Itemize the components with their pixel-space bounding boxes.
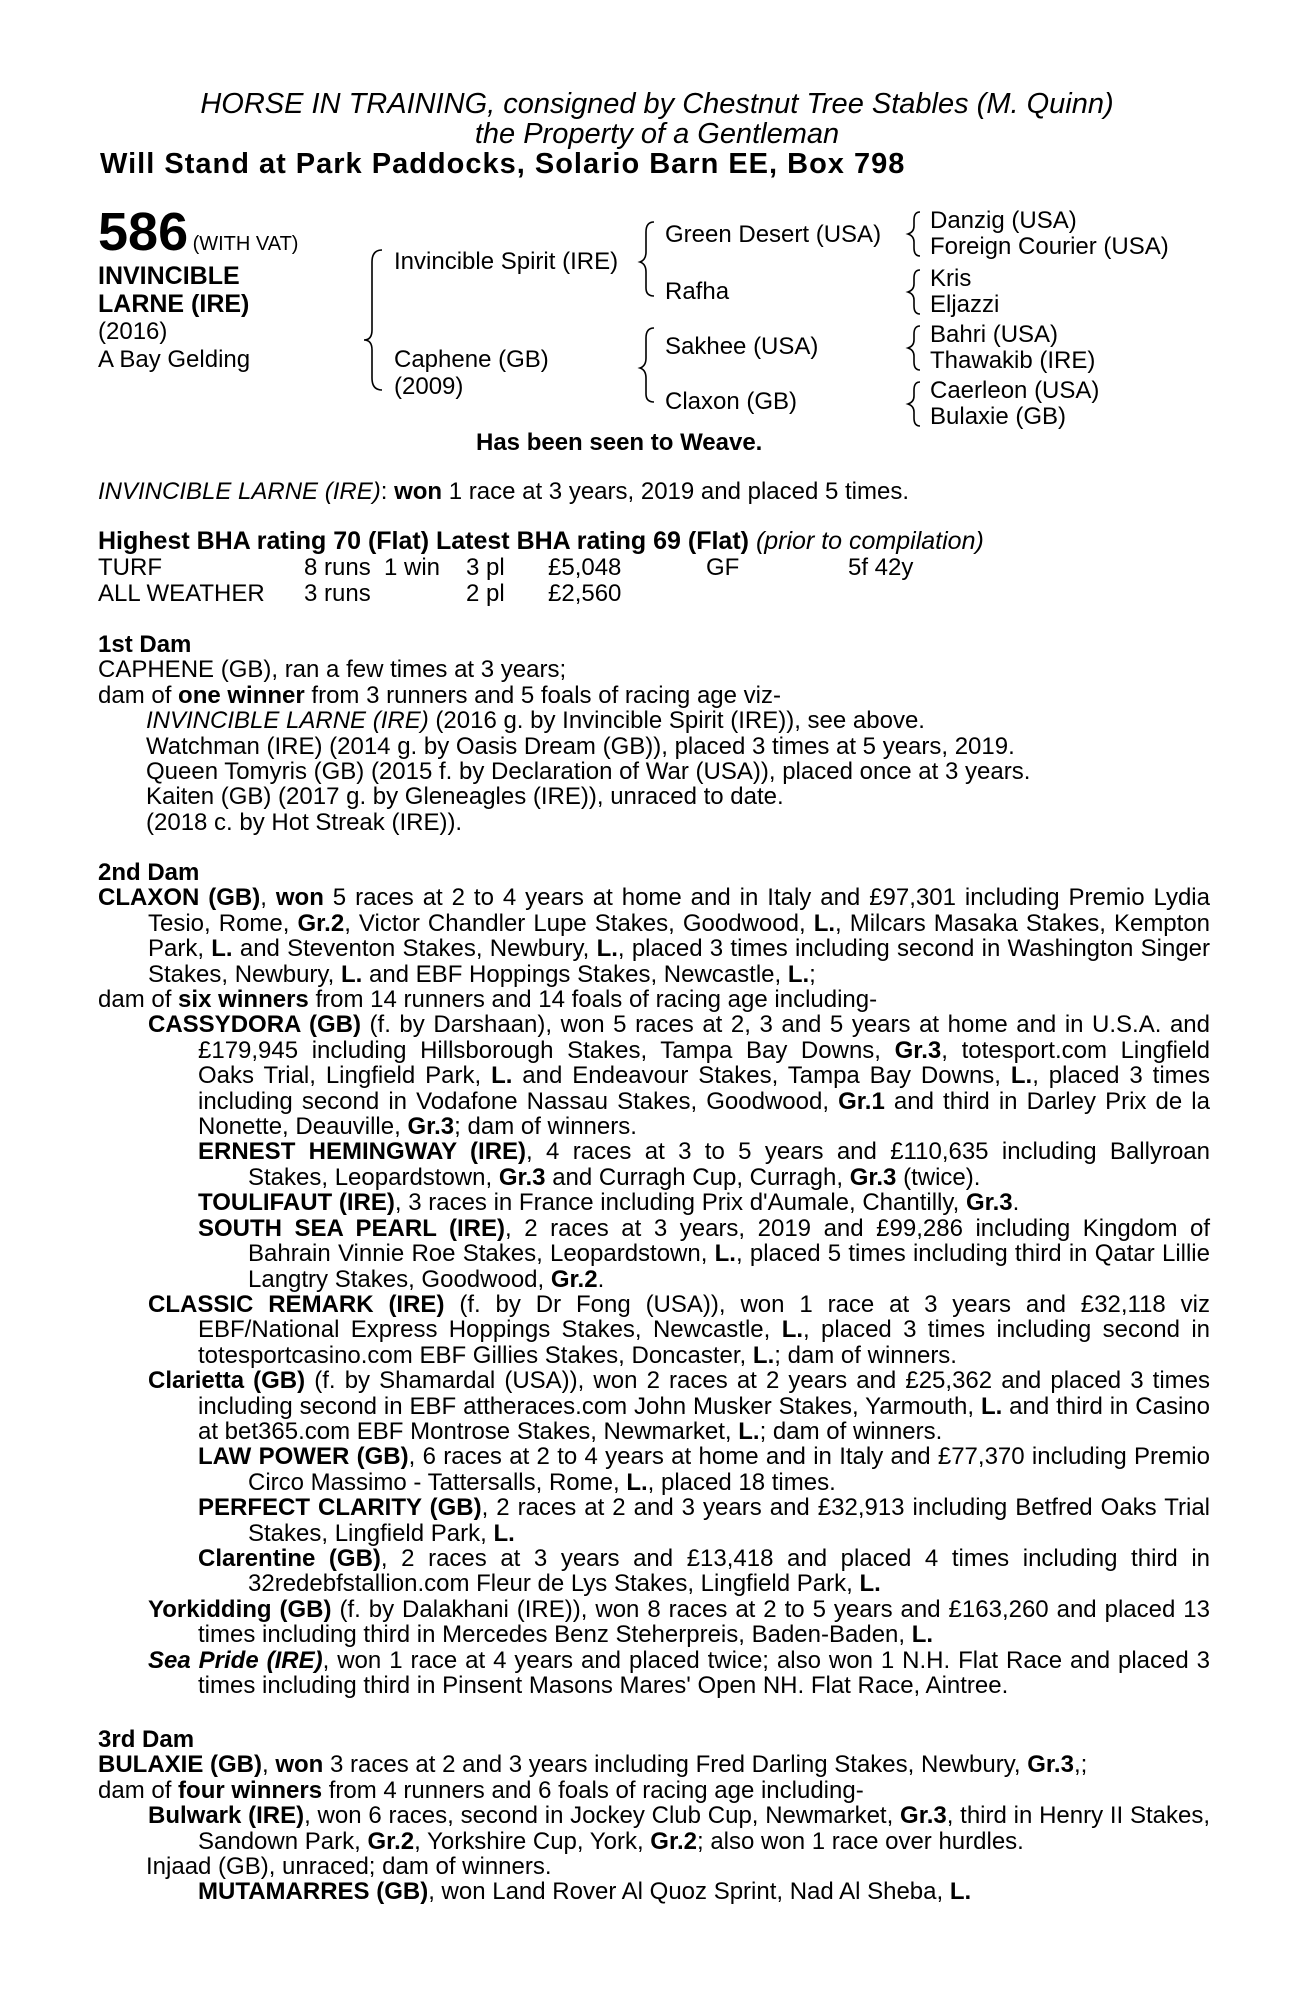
second-dam-heading: 2nd Dam <box>98 859 200 886</box>
pedigree-ssd: Foreign Courier (USA) <box>930 233 1169 260</box>
pedigree-sire-sire: Green Desert (USA) <box>665 221 882 248</box>
pedigree-ddd: Bulaxie (GB) <box>930 403 1067 430</box>
classic-remark-entry: CLASSIC REMARK (IRE) (f. by Dr Fong (USA)), won 1 race at 3 years and £32,118 viz EBF/National Express Hoppings Stakes, Newcastle, L., placed 3 times including second in totesportcasino.com EBF Gillies Stakes, Doncaster, L.; dam of winners. <box>148 1290 1211 1369</box>
pedigree-sdd: Eljazzi <box>930 291 1000 318</box>
cassydora-entry: CASSYDORA (GB) (f. by Darshaan), won 5 races at 2, 3 and 5 years at home and in U.S.A. and £179,945 including Hillsborough Stakes, Tampa Bay Downs, Gr.3, totesport.com Lingfield Oaks Trial, Lingfield Park, L. and Endeavour Stakes, Tampa Bay Downs, L., placed 3 times including second in Vodafone Nassau Stakes, Goodwood, Gr.1 and third in Darley Prix de la Nonette, Deauville, Gr.3; dam of winners. <box>148 1011 1210 1141</box>
yorkidding-entry: Yorkidding (GB) (f. by Dalakhani (IRE)), won 8 races at 2 to 5 years and £163,260 and placed 13 times including third in Mercedes Benz Steherpreis, Baden-Baden, L. <box>148 1595 1211 1649</box>
pedigree-sds: Kris <box>930 265 972 292</box>
consignor-line: HORSE IN TRAINING, consigned by Chestnut Tree Stables (M. Quinn) <box>200 88 1114 120</box>
pedigree-dds: Caerleon (USA) <box>930 377 1100 404</box>
injaad-entry: Injaad (GB), unraced; dam of winners. <box>146 1853 552 1881</box>
third-dam-heading: 3rd Dam <box>98 1726 195 1753</box>
vat-note: (WITH VAT) <box>192 233 299 255</box>
progeny-item: Watchman (IRE) (2014 g. by Oasis Dream (GB)), placed 3 times at 5 years, 2019. <box>146 732 1015 760</box>
property-line: the Property of a Gentleman <box>474 118 840 150</box>
pedigree-sss: Danzig (USA) <box>930 207 1077 234</box>
ernest-hemingway-entry: ERNEST HEMINGWAY (IRE), 4 races at 3 to 5 years and £110,635 including Ballyroan Stakes, Leopardstown, Gr.3 and Curragh Cup, Curragh, Gr.3 (twice). <box>198 1138 1210 1191</box>
toulifaut-entry: TOULIFAUT (IRE), 3 races in France including Prix d'Aumale, Chantilly, Gr.3. <box>198 1189 1020 1217</box>
lot-number: 586 <box>98 202 189 262</box>
pedigree-sire-dam: Rafha <box>665 278 730 305</box>
first-dam-heading: 1st Dam <box>98 631 192 658</box>
pedigree-braces <box>0 0 1314 440</box>
mutamarres-entry: MUTAMARRES (GB), won Land Rover Al Quoz Sprint, Nad Al Sheba, L. <box>198 1878 972 1906</box>
sea-pride-entry: Sea Pride (IRE), won 1 race at 4 years and placed twice; also won 1 N.H. Flat Race and placed 3 times including third in Pinsent Masons Mares' Open NH. Flat Race, Aintree. <box>148 1646 1210 1699</box>
progeny-item: Queen Tomyris (GB) (2015 f. by Declaration of War (USA)), placed once at 3 years. <box>146 758 1031 786</box>
horse-description: A Bay Gelding <box>98 346 251 373</box>
bulwark-entry: Bulwark (IRE), won 6 races, second in Jockey Club Cup, Newmarket, Gr.3, third in Henry II Stakes, Sandown Park, Gr.2, Yorkshire Cup, York, Gr.2; also won 1 race over hurdles. <box>148 1802 1210 1855</box>
south-sea-pearl-entry: SOUTH SEA PEARL (IRE), 2 races at 3 years, 2019 and £99,286 including Kingdom of Bahrain Vinnie Roe Stakes, Leopardstown, L., placed 5 times including third in Qatar Lillie Langtry Stakes, Goodwood, Gr.2. <box>198 1214 1211 1293</box>
catalogue-page: HORSE IN TRAINING, consigned by Chestnut Tree Stables (M. Quinn) the Property of a Gentleman Will Stand at Park Paddocks, Solario Barn EE, Box 798 586 (WITH VAT) INVINCIBLE LARNE (IRE) (2016) A Bay Gelding Invincible Spirit (IRE) Caphene (GB) (2009) Green Desert (USA) Rafha Sakhee (USA) Claxon (GB) Danzig (USA) Foreign Courier (USA) Kris Eljazzi Bahri (USA) Thawakib (IRE) Caerleon (USA) Bulaxie (GB) Has been seen to Weave. INVINCIBLE LARNE (IRE): won 1 race at 3 years, 2019 and placed 5 times. Highest BHA rating 70 (Flat) Latest BHA rating 69 (Flat) (prior to compilation) TURF 8 runs 1 win 3 pl £5,048 GF 5f 42y ALL WEATHER 3 runs 2 pl £2,560 1st Dam CAPHENE (GB), ran a few times at 3 years; dam of one winner from 3 runners and 5 foals of racing age viz- INVINCIBLE LARNE (IRE) (2016 g. by Invincible Spirit (IRE)), see above. Watchman (IRE) (2014 g. by Oasis Dream (GB)), placed 3 times at 5 years, 2019. Queen Tomyris (GB) (2015 f. by Declaration of War (USA)), placed once at 3 years. Kaiten (GB) (2017 g. by Gleneagles (IRE)), unraced to date. (2018 c. by Hot Streak (IRE)). 2nd Dam CLAXON (GB), won 5 races at 2 to 4 years at home and in Italy and £97,301 including Premio Lydia Tesio, Rome, Gr.2, Victor Chandler Lupe Stakes, Goodwood, L., Milcars Masaka Stakes, Kempton Park, L. and Steventon Stakes, Newbury, L., placed 3 times including second in Washington Singer Stakes, Newbury, L. and EBF Hoppings Stakes, Newcastle, L.; dam of six winners from 14 runners and 14 foals of racing age including- CASSYDORA (GB) (f. by Darshaan), won 5 races at 2, 3 and 5 years at home and in U.S.A. and £179,945 including Hillsborough Stakes, Tampa Bay Downs, Gr.3, totesport.com Lingfield Oaks Trial, Lingfield Park, L. and Endeavour Stakes, Tampa Bay Downs, L., placed 3 times including second in Vodafone Nassau Stakes, Goodwood, Gr.1 and third in Darley Prix de la Nonette, Deauville, Gr.3; dam of winners. ERNEST HEMINGWAY (IRE), 4 races at 3 to 5 years and £110,635 including Ballyroan Stakes, Leopardstown, Gr.3 and Curragh Cup, Curragh, Gr.3 (twice). TOULIFAUT (IRE), 3 races in France including Prix d'Aumale, Chantilly, Gr.3. SOUTH SEA PEARL (IRE), 2 races at 3 years, 2019 and £99,286 including Kingdom of Bahrain Vinnie Roe Stakes, Leopardstown, L., placed 5 times including third in Qatar Lillie Langtry Stakes, Goodwood, Gr.2. CLASSIC REMARK (IRE) (f. by Dr Fong (USA)), won 1 race at 3 years and £32,118 viz EBF/National Express Hoppings Stakes, Newcastle, L., placed 3 times including second in totesportcasino.com EBF Gillies Stakes, Doncaster, L.; dam of winners. Clarietta (GB) (f. by Shamardal (USA)), won 2 races at 2 years and £25,362 and placed 3 times including second in EBF attheraces.com John Musker Stakes, Yarmouth, L. and third in Casino at bet365.com EBF Montrose Stakes, Newmarket, L.; dam of winners. LAW POWER (GB), 6 races at 2 to 4 years at home and in Italy and £77,370 including Premio Circo Massimo - Tattersalls, Rome, L., placed 18 times. PERFECT CLARITY (GB), 2 races at 2 and 3 years and £32,913 including Betfred Oaks Trial Stakes, Lingfield Park, L. Clarentine (GB), 2 races at 3 years and £13,418 and placed 4 times including third in 32redebfstallion.com Fleur de Lys Stakes, Lingfield Park, L. Yorkidding (GB) (f. by Dalakhani (IRE)), won 8 races at 2 to 5 years and £163,260 and placed 13 times including third in Mercedes Benz Steherpreis, Baden-Baden, L. Sea Pride (IRE), won 1 race at 4 years and placed twice; also won 1 N.H. Flat Race and placed 3 times including third in Pinsent Masons Mares' Open NH. Flat Race, Aintree. 3rd Dam BULAXIE (GB), won 3 races at 2 and 3 years including Fred Darling Stakes, Newbury, Gr.3,; dam of four winners from 4 runners and 6 foals of racing age including- Bulwark (IRE), won 6 races, second in Jockey Club Cup, Newmarket, Gr.3, third in Henry II Stakes, Sandown Park, Gr.2, Yorkshire Cup, York, Gr.2; also won 1 race over hurdles. Injaad (GB), unraced; dam of winners. MUTAMARRES (GB), won Land Rover Al Quoz Sprint, Nad Al Sheba, L. <box>0 0 1314 2000</box>
weave-note: Has been seen to Weave. <box>476 429 763 456</box>
race-summary: INVINCIBLE LARNE (IRE): won 1 race at 3 years, 2019 and placed 5 times. <box>98 478 910 505</box>
pedigree-dam-year: (2009) <box>394 373 464 400</box>
clarietta-entry: Clarietta (GB) (f. by Shamardal (USA)), won 2 races at 2 years and £25,362 and placed 3 times including second in EBF attheraces.com John Musker Stakes, Yarmouth, L. and third in Casino at bet365.com EBF Montrose Stakes, Newmarket, L.; dam of winners. <box>148 1367 1211 1445</box>
pedigree-dsd: Thawakib (IRE) <box>930 347 1096 374</box>
bulaxie-entry: BULAXIE (GB), won 3 races at 2 and 3 years including Fred Darling Stakes, Newbury, Gr.3,; <box>98 1751 1088 1779</box>
pedigree-dam-dam: Claxon (GB) <box>665 388 798 415</box>
progeny-item: (2018 c. by Hot Streak (IRE)). <box>146 808 463 836</box>
pedigree-dam: Caphene (GB) <box>394 346 549 373</box>
clarentine-entry: Clarentine (GB), 2 races at 3 years and £13,418 and placed 4 times including third in 32redebfstallion.com Fleur de Lys Stakes, Lingfield Park, L. <box>198 1544 1210 1598</box>
foaling-year: (2016) <box>98 318 168 345</box>
progeny-item: INVINCIBLE LARNE (IRE) (2016 g. by Invincible Spirit (IRE)), see above. <box>146 707 925 735</box>
progeny-item: Kaiten (GB) (2017 g. by Gleneagles (IRE)), unraced to date. <box>146 783 784 811</box>
second-dam-section: 2nd Dam CLAXON (GB), won 5 races at 2 to 4 years at home and in Italy and £97,301 including Premio Lydia Tesio, Rome, Gr.2, Victor Chandler Lupe Stakes, Goodwood, L., Milcars Masaka Stakes, Kempton Park, L. and Steventon Stakes, Newbury, L., placed 3 times including second in Washington Singer Stakes, Newbury, L. and EBF Hoppings Stakes, Newcastle, L.; dam of six winners from 14 runners and 14 foals of racing age including- CASSYDORA (GB) (f. by Darshaan), won 5 races at 2, 3 and 5 years at home and in U.S.A. and £179,945 including Hillsborough Stakes, Tampa Bay Downs, Gr.3, totesport.com Lingfield Oaks Trial, Lingfield Park, L. and Endeavour Stakes, Tampa Bay Downs, L., placed 3 times including second in Vodafone Nassau Stakes, Goodwood, Gr.1 and third in Darley Prix de la Nonette, Deauville, Gr.3; dam of winners. ERNEST HEMINGWAY (IRE), 4 races at 3 to 5 years and £110,635 including Ballyroan Stakes, Leopardstown, Gr.3 and Curragh Cup, Curragh, Gr.3 (twice). TOULIFAUT (IRE), 3 races in France including Prix d'Aumale, Chantilly, Gr.3. SOUTH SEA PEARL (IRE), 2 races at 3 years, 2019 and £99,286 including Kingdom of Bahrain Vinnie Roe Stakes, Leopardstown, L., placed 5 times including third in Qatar Lillie Langtry Stakes, Goodwood, Gr.2. CLASSIC REMARK (IRE) (f. by Dr Fong (USA)), won 1 race at 3 years and £32,118 viz EBF/National Express Hoppings Stakes, Newcastle, L., placed 3 times including second in totesportcasino.com EBF Gillies Stakes, Doncaster, L.; dam of winners. Clarietta (GB) (f. by Shamardal (USA)), won 2 races at 2 years and £25,362 and placed 3 times including second in EBF attheraces.com John Musker Stakes, Yarmouth, L. and third in Casino at bet365.com EBF Montrose Stakes, Newmarket, L.; dam of winners. LAW POWER (GB), 6 races at 2 to 4 years at home and in Italy and £77,370 including Premio Circo Massimo - Tattersalls, Rome, L., placed 18 times. PERFECT CLARITY (GB), 2 races at 2 and 3 years and £32,913 including Betfred Oaks Trial Stakes, Lingfield Park, L. Clarentine (GB), 2 races at 3 years and £13,418 and placed 4 times including third in 32redebfstallion.com Fleur de Lys Stakes, Lingfield Park, L. Yorkidding (GB) (f. by Dalakhani (IRE)), won 8 races at 2 to 5 years and £163,260 and placed 13 times including third in Mercedes Benz Steherpreis, Baden-Baden, L. Sea Pride (IRE), won 1 race at 4 years and placed twice; also won 1 N.H. Flat Race and placed 3 times including third in Pinsent Masons Mares' Open NH. Flat Race, Aintree. <box>98 859 1211 1699</box>
rating-line: Highest BHA rating 70 (Flat) Latest BHA rating 69 (Flat) (prior to compilation) <box>98 527 984 555</box>
claxon-entry: CLAXON (GB), won 5 races at 2 to 4 years at home and in Italy and £97,301 including Premio Lydia Tesio, Rome, Gr.2, Victor Chandler Lupe Stakes, Goodwood, L., Milcars Masaka Stakes, Kempton Park, L. and Steventon Stakes, Newbury, L., placed 3 times including second in Washington Singer Stakes, Newbury, L. and EBF Hoppings Stakes, Newcastle, L.; <box>98 884 1211 988</box>
pedigree-sire: Invincible Spirit (IRE) <box>394 248 619 275</box>
law-power-entry: LAW POWER (GB), 6 races at 2 to 4 years at home and in Italy and £77,370 including Premio Circo Massimo - Tattersalls, Rome, L., placed 18 times. <box>198 1443 1210 1496</box>
stand-location: Will Stand at Park Paddocks, Solario Barn EE, Box 798 <box>100 148 906 180</box>
first-dam-section: 1st Dam CAPHENE (GB), ran a few times at 3 years; dam of one winner from 3 runners and 5 foals of racing age viz- INVINCIBLE LARNE (IRE) (2016 g. by Invincible Spirit (IRE)), see above. Watchman (IRE) (2014 g. by Oasis Dream (GB)), placed 3 times at 5 years, 2019. Queen Tomyris (GB) (2015 f. by Declaration of War (USA)), placed once at 3 years. Kaiten (GB) (2017 g. by Gleneagles (IRE)), unraced to date. (2018 c. by Hot Streak (IRE)). <box>98 632 1210 835</box>
pedigree-dam-sire: Sakhee (USA) <box>665 333 819 360</box>
perfect-clarity-entry: PERFECT CLARITY (GB), 2 races at 2 and 3 years and £32,913 including Betfred Oaks Trial Stakes, Lingfield Park, L. <box>198 1494 1211 1547</box>
third-dam-section: 3rd Dam BULAXIE (GB), won 3 races at 2 and 3 years including Fred Darling Stakes, Newbury, Gr.3,; dam of four winners from 4 runners and 6 foals of racing age including- Bulwark (IRE), won 6 races, second in Jockey Club Cup, Newmarket, Gr.3, third in Henry II Stakes, Sandown Park, Gr.2, Yorkshire Cup, York, Gr.2; also won 1 race over hurdles. Injaad (GB), unraced; dam of winners. MUTAMARRES (GB), won Land Rover Al Quoz Sprint, Nad Al Sheba, L. <box>98 1726 1210 1906</box>
horse-name: INVINCIBLE LARNE (IRE) <box>98 262 250 318</box>
pedigree-dss: Bahri (USA) <box>930 321 1059 348</box>
